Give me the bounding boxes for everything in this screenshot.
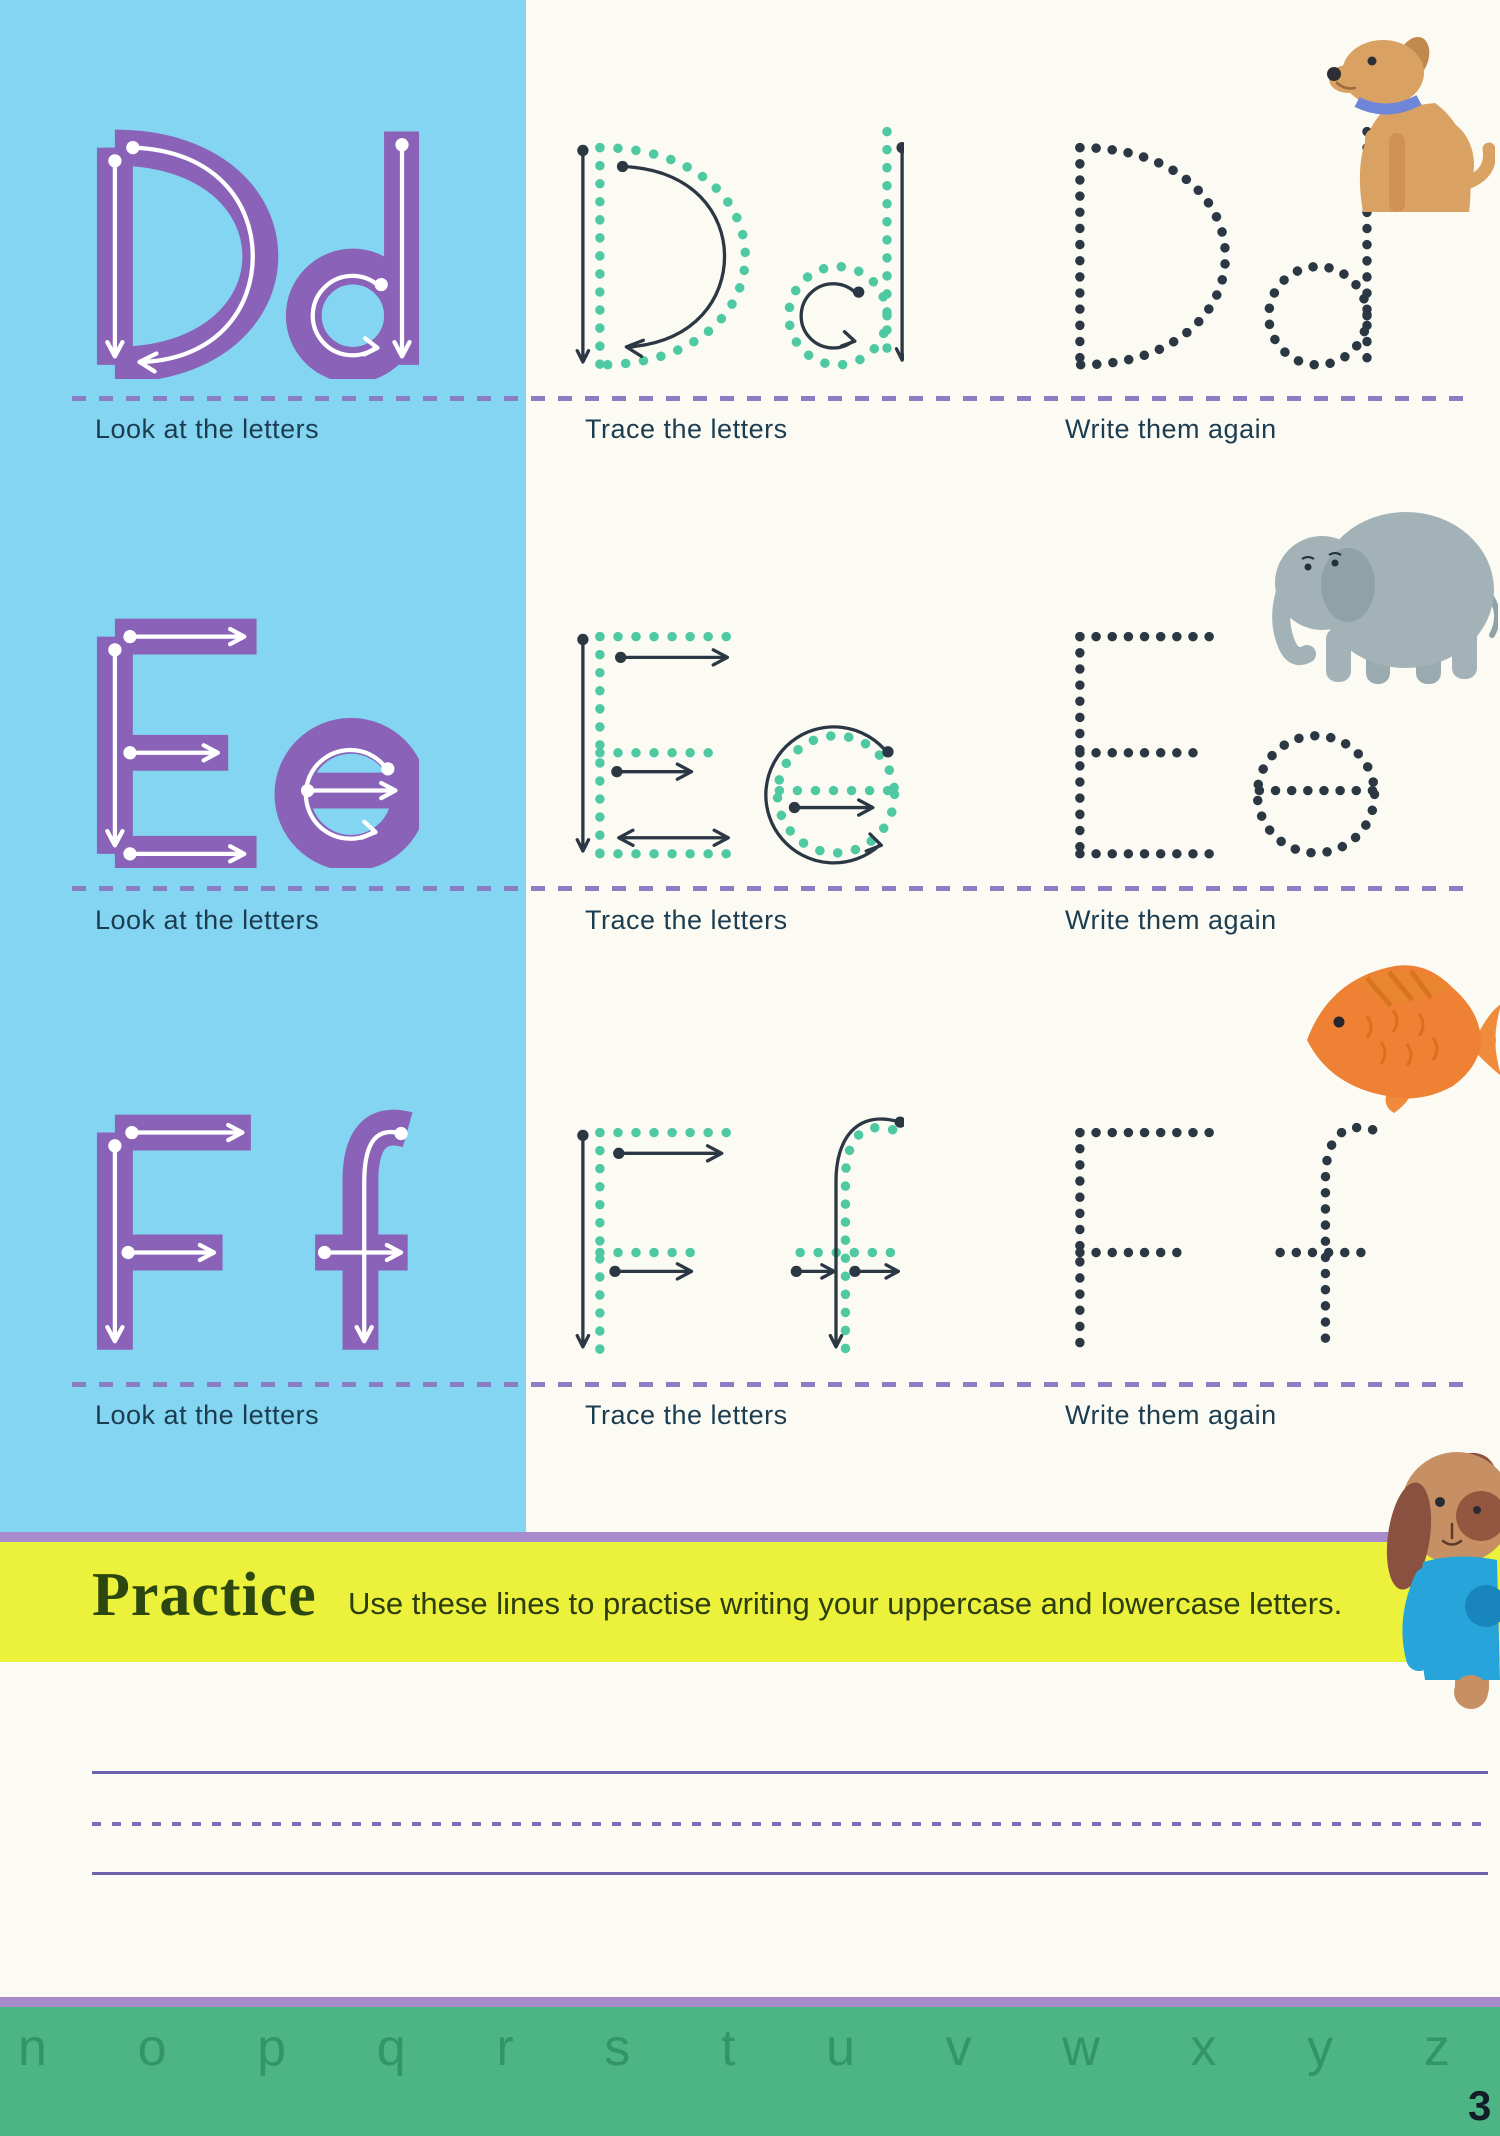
alphabet-letter: s — [604, 2019, 631, 2077]
row-divider — [72, 1382, 1468, 1387]
footer-top-rule — [0, 1997, 1500, 2007]
writing-line-bottom — [92, 1872, 1488, 1875]
trace-caption: Trace the letters — [585, 414, 788, 444]
letter-pair-ee-trace — [564, 613, 904, 868]
letter-pair-ee-example — [79, 613, 419, 868]
alphabet-letter: t — [720, 2019, 736, 2077]
alphabet-letter: z — [1423, 2019, 1450, 2077]
letter-pair-dd-example — [79, 124, 419, 379]
writing-line-top — [92, 1771, 1488, 1774]
alphabet-letter: q — [376, 2019, 406, 2077]
alphabet-letter: p — [257, 2019, 287, 2077]
banner-top-rule — [0, 1532, 1500, 1542]
alphabet-letter: v — [945, 2019, 972, 2077]
alphabet-letter: o — [137, 2019, 167, 2077]
letter-pair-ff-trace — [564, 1090, 904, 1364]
letter-pair-ff-write — [1044, 1090, 1384, 1364]
write-caption: Write them again — [1065, 1400, 1277, 1430]
puppy-illustration — [1385, 1428, 1500, 1718]
alphabet-letter: x — [1190, 2019, 1217, 2077]
letter-pair-dd-trace — [564, 124, 904, 379]
look-caption: Look at the letters — [95, 905, 320, 935]
dog-illustration — [1305, 15, 1495, 215]
look-caption: Look at the letters — [95, 1400, 320, 1430]
trace-caption: Trace the letters — [585, 1400, 788, 1430]
alphabet-letter: w — [1062, 2019, 1100, 2077]
letter-pair-ff-example — [79, 1090, 419, 1364]
write-caption: Write them again — [1065, 414, 1277, 444]
writing-line-middle-dashed — [92, 1822, 1488, 1826]
practice-banner — [0, 1542, 1500, 1662]
practice-title: Practice — [92, 1561, 317, 1629]
row-divider — [72, 886, 1468, 891]
alphabet-letters — [18, 2018, 1450, 2078]
trace-caption: Trace the letters — [585, 905, 788, 935]
fish-illustration — [1295, 948, 1500, 1113]
elephant-illustration — [1268, 495, 1498, 690]
alphabet-letter: u — [826, 2019, 855, 2077]
page-number: 3 — [1468, 2082, 1492, 2129]
alphabet-letter: r — [496, 2019, 514, 2077]
row-divider — [72, 396, 1468, 401]
write-caption: Write them again — [1065, 905, 1277, 935]
alphabet-letter: n — [18, 2019, 47, 2077]
alphabet-letter: y — [1307, 2019, 1334, 2077]
practice-instruction: Use these lines to practise writing your uppercase and lowercase letters. — [348, 1586, 1343, 1621]
look-caption: Look at the letters — [95, 414, 320, 444]
